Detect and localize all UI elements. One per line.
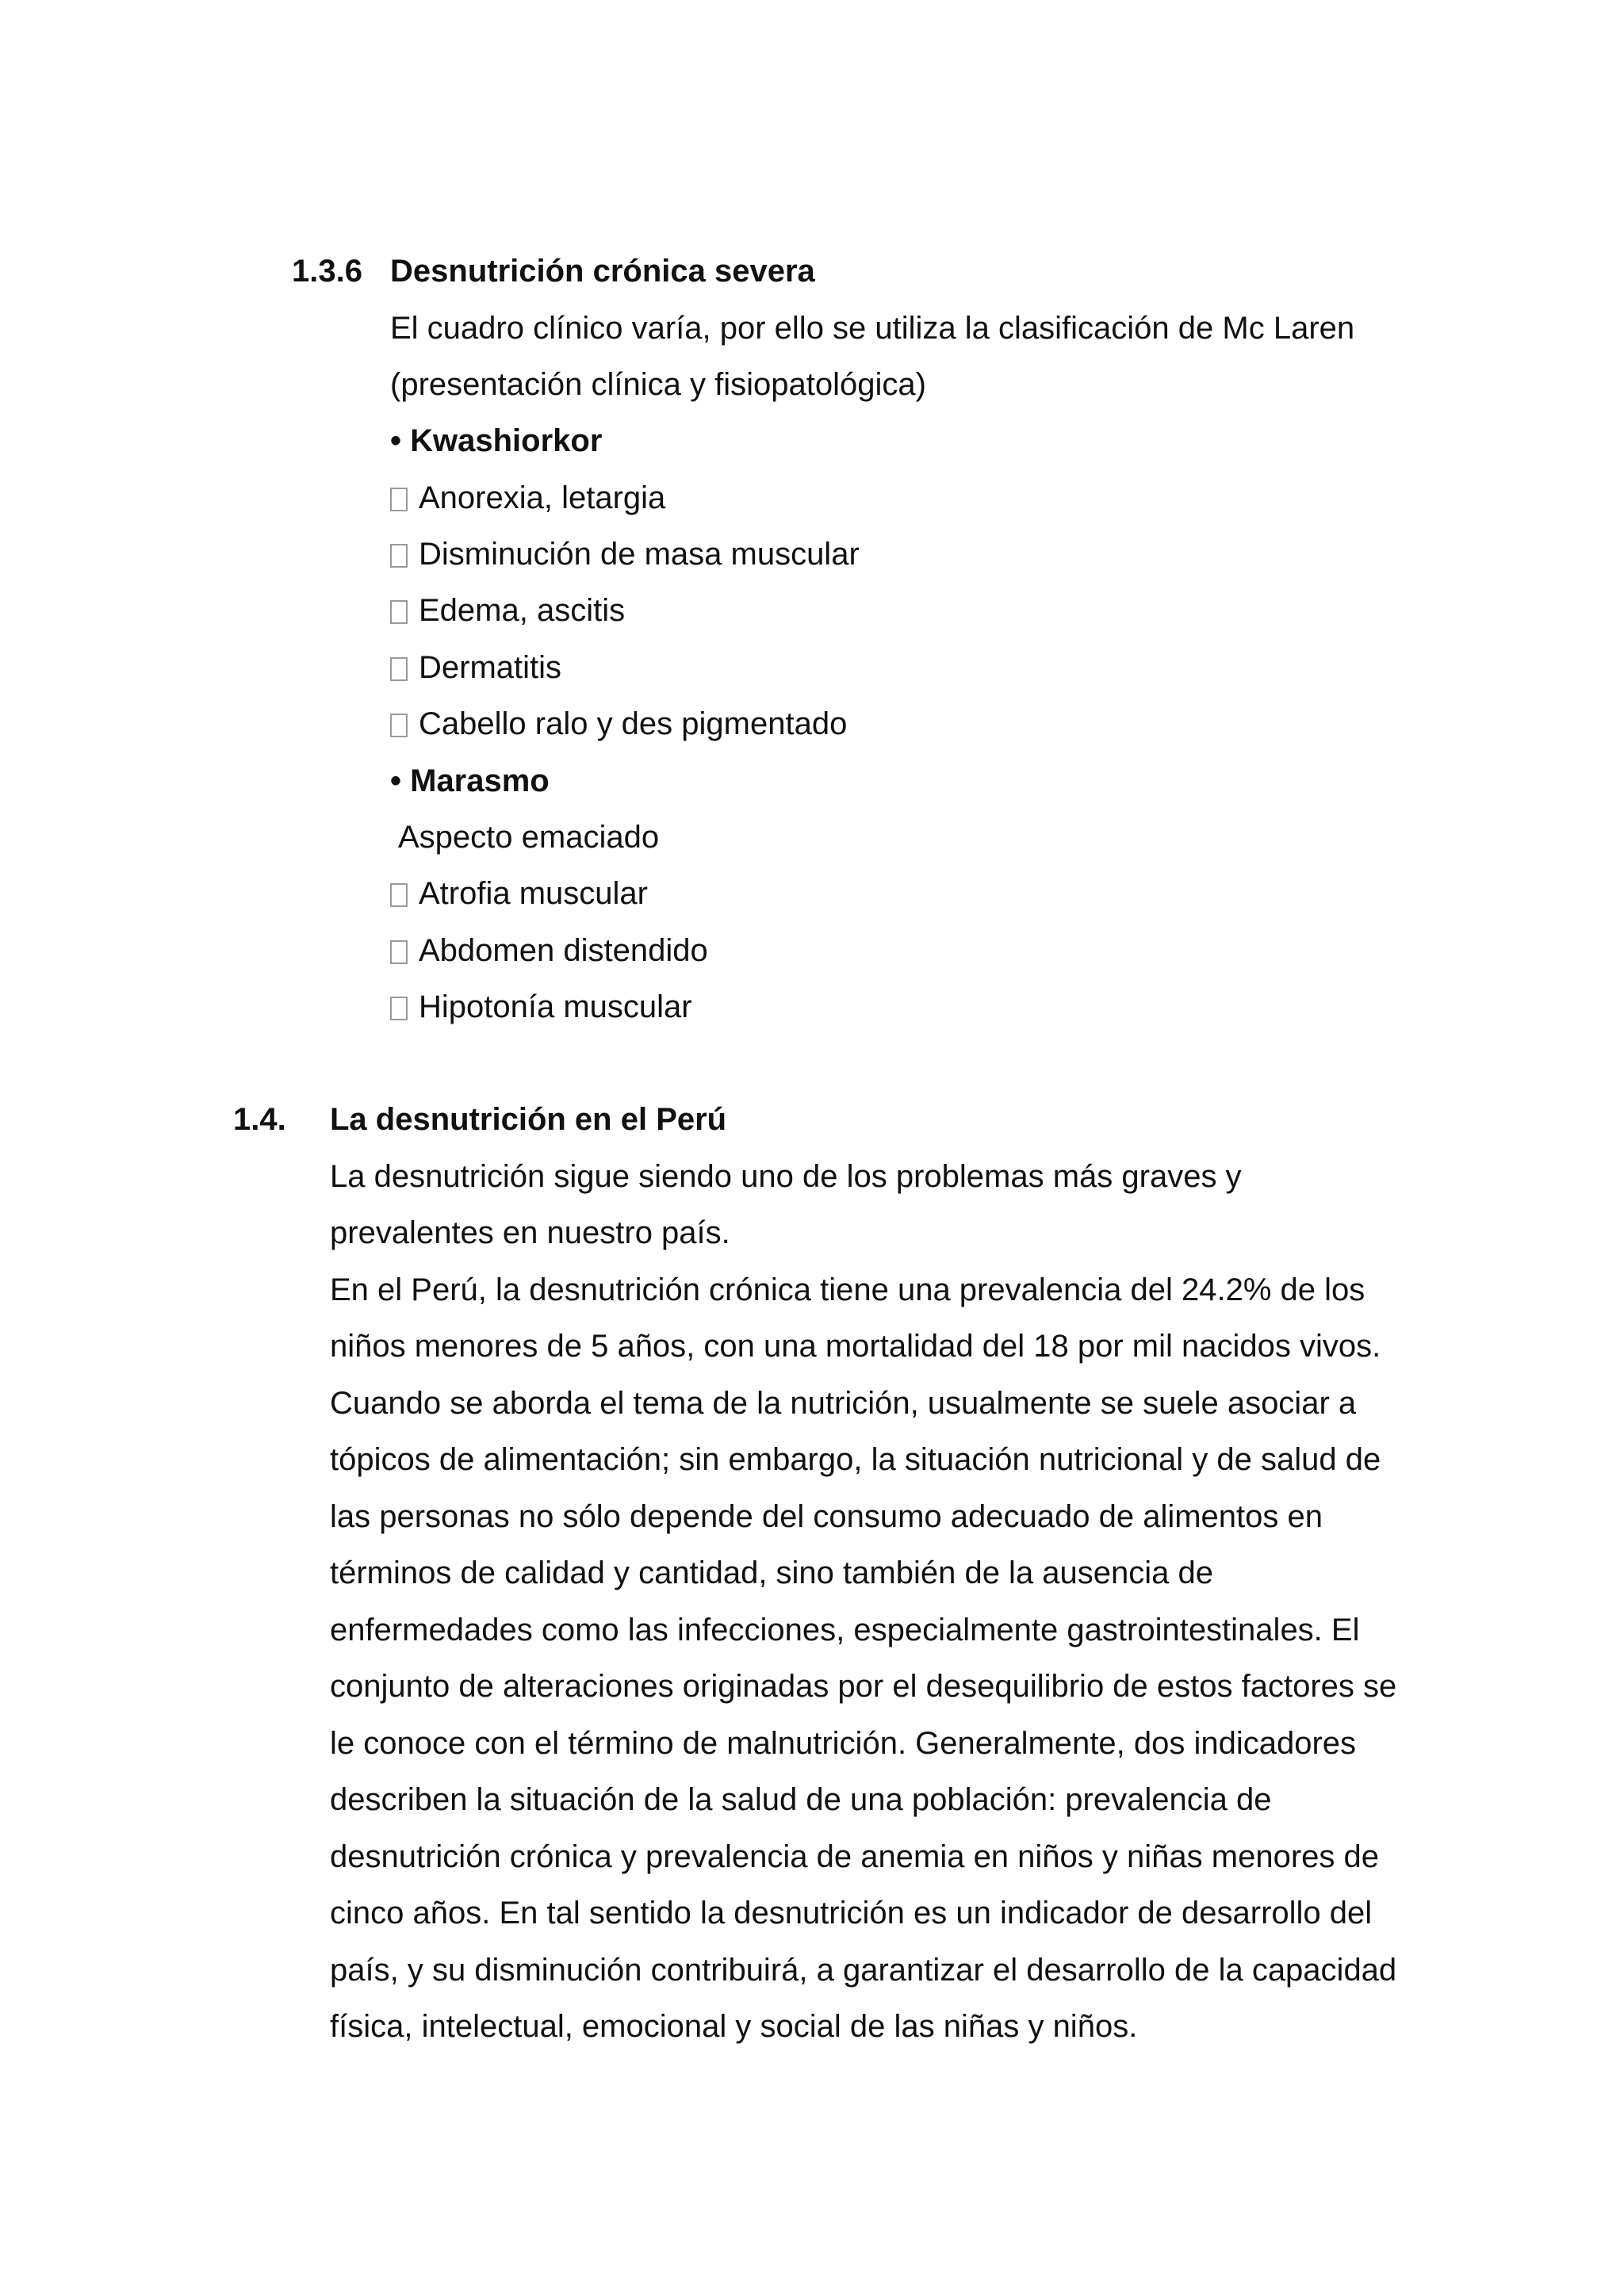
missing-glyph-box-icon [390, 488, 408, 511]
section-number: 1.4. [233, 1102, 286, 1137]
paragraph-line: enfermedades como las infecciones, especialmente gastrointestinales. El [330, 1613, 1360, 1647]
missing-glyph-box-icon [390, 940, 408, 964]
missing-glyph-box-icon [390, 600, 408, 624]
paragraph-line: le conoce con el término de malnutrición. Generalmente, dos indicadores [330, 1726, 1357, 1761]
list-item-label: Dermatitis [419, 650, 562, 685]
section-title: La desnutrición en el Perú [330, 1102, 727, 1137]
paragraph-line: Cuando se aborda el tema de la nutrición, usualmente se suele asociar a [330, 1386, 1357, 1421]
list-item [390, 932, 708, 970]
list-item [390, 874, 648, 913]
marasmo-heading: • Marasmo [390, 763, 550, 798]
subsection-intro-line: El cuadro clínico varía, por ello se utiliza la clasificación de Mc Laren [390, 311, 1355, 346]
list-item-label: Edema, ascitis [419, 593, 626, 628]
missing-glyph-box-icon [390, 883, 408, 907]
list-item [390, 591, 625, 629]
list-item-label: Atrofia muscular [419, 876, 648, 911]
missing-glyph-box-icon [390, 657, 408, 681]
paragraph-line: describen la situación de la salud de una población: prevalencia de [330, 1782, 1272, 1817]
paragraph-line: desnutrición crónica y prevalencia de anemia en niños y niñas menores de [330, 1839, 1379, 1874]
paragraph-line: país, y su disminución contribuirá, a garantizar el desarrollo de la capacidad [330, 1953, 1397, 1988]
list-item [398, 818, 659, 856]
list-item-label: Abdomen distendido [419, 933, 708, 968]
list-item [390, 535, 860, 573]
paragraph-line: La desnutrición sigue siendo uno de los problemas más graves y [330, 1159, 1242, 1194]
paragraph-line: términos de calidad y cantidad, sino también de la ausencia de [330, 1556, 1214, 1590]
missing-glyph-box-icon [390, 997, 408, 1020]
list-item [390, 649, 561, 687]
subsection-title: Desnutrición crónica severa [390, 254, 815, 289]
list-item [390, 479, 665, 517]
paragraph-line: En el Perú, la desnutrición crónica tiene una prevalencia del 24.2% de los [330, 1272, 1365, 1307]
paragraph-line: niños menores de 5 años, con una mortalidad del 18 por mil nacidos vivos. [330, 1329, 1381, 1364]
list-item-label: Disminución de masa muscular [419, 537, 860, 572]
paragraph-line: las personas no sólo depende del consumo adecuado de alimentos en [330, 1499, 1323, 1534]
paragraph-line: conjunto de alteraciones originadas por el desequilibrio de estos factores se [330, 1669, 1397, 1704]
paragraph-line: cinco años. En tal sentido la desnutrición es un indicador de desarrollo del [330, 1896, 1373, 1931]
list-item [390, 988, 692, 1026]
list-item-label: Cabello ralo y des pigmentado [419, 706, 848, 741]
list-item-label: Aspecto emaciado [398, 820, 660, 855]
subsection-intro-line: (presentación clínica y fisiopatológica) [390, 367, 926, 402]
paragraph-line: tópicos de alimentación; sin embargo, la situación nutricional y de salud de [330, 1442, 1381, 1477]
kwashiorkor-heading: • Kwashiorkor [390, 423, 603, 458]
list-item-label: Hipotonía muscular [419, 989, 692, 1024]
list-item-label: Anorexia, letargia [419, 480, 666, 515]
subsection-number: 1.3.6 [292, 254, 362, 289]
missing-glyph-box-icon [390, 714, 408, 737]
missing-glyph-box-icon [390, 544, 408, 568]
list-item [390, 705, 847, 743]
paragraph-line: física, intelectual, emocional y social de las niñas y niños. [330, 2009, 1138, 2044]
paragraph-line: prevalentes en nuestro país. [330, 1215, 730, 1250]
